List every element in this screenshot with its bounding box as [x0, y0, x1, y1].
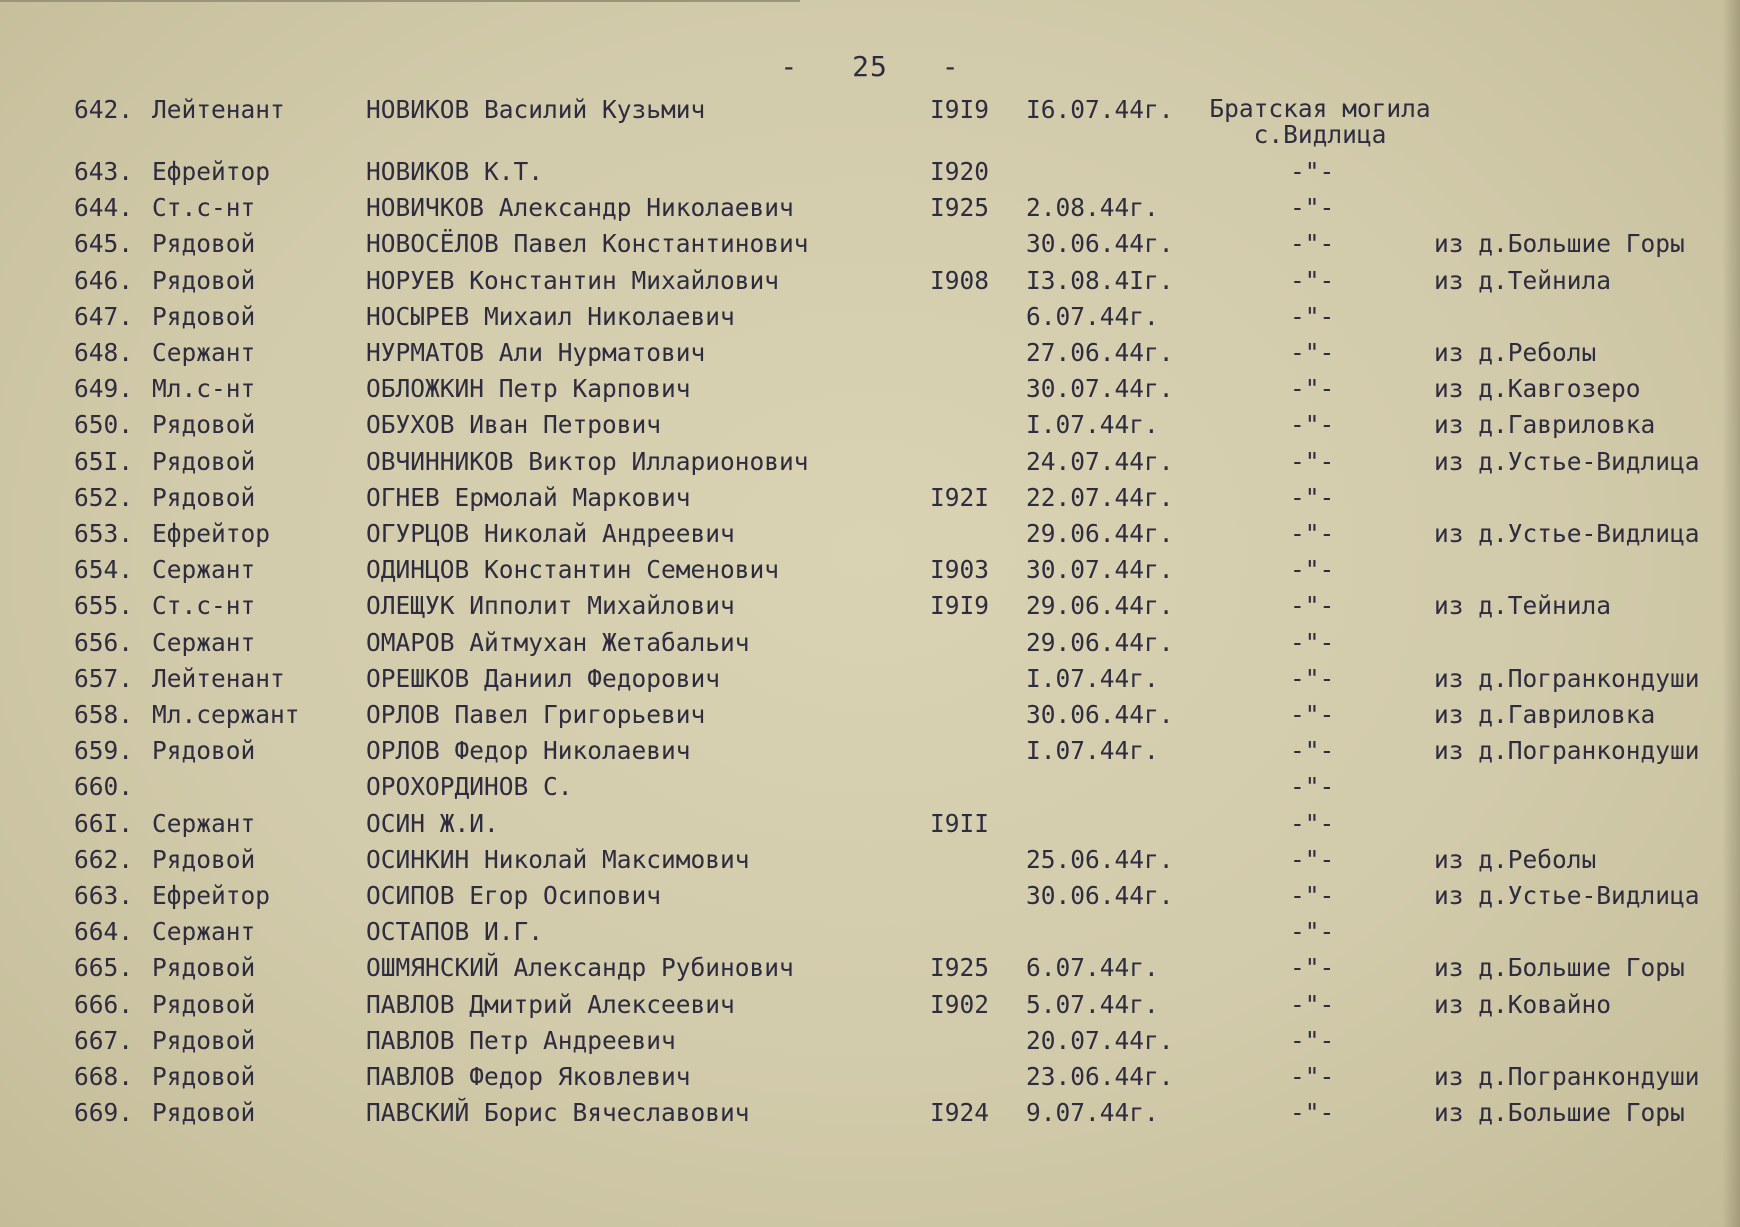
entry-rank: Лейтенант — [152, 95, 285, 124]
entry-number: 643. — [74, 157, 134, 186]
entry-birth-year: I920 — [930, 157, 990, 186]
entry-number: 662. — [74, 845, 134, 874]
entry-number: 663. — [74, 881, 134, 910]
entry-name: НОВОСЁЛОВ Павел Константинович — [366, 229, 809, 258]
entry-origin: из д.Погранкондуши — [1434, 1062, 1700, 1091]
list-entry — [0, 771, 1740, 803]
entry-number: 644. — [74, 193, 134, 222]
entry-name: НОСЫРЕВ Михаил Николаевич — [366, 302, 735, 331]
list-entry — [0, 590, 1740, 622]
entry-origin: из д.Погранкондуши — [1434, 736, 1700, 765]
entry-burial-ditto: -"- — [1290, 338, 1335, 367]
entry-rank: Рядовой — [152, 1098, 256, 1127]
entry-death-date: I6.07.44г. — [1026, 95, 1174, 124]
list-entry — [0, 699, 1740, 731]
entry-rank: Рядовой — [152, 447, 256, 476]
entry-number: 666. — [74, 990, 134, 1019]
entry-death-date: 20.07.44г. — [1026, 1026, 1174, 1055]
entry-origin: из д.Большие Горы — [1434, 1098, 1685, 1127]
entry-death-date: 29.06.44г. — [1026, 519, 1174, 548]
entry-death-date: I.07.44г. — [1026, 410, 1159, 439]
entry-burial-ditto: -"- — [1290, 591, 1335, 620]
entry-death-date: 30.06.44г. — [1026, 700, 1174, 729]
list-entry — [0, 989, 1740, 1021]
entry-birth-year: I925 — [930, 953, 990, 982]
entry-name: ОБЛОЖКИН Петр Карпович — [366, 374, 691, 403]
entry-number: 654. — [74, 555, 134, 584]
entry-number: 664. — [74, 917, 134, 946]
entry-burial-ditto: -"- — [1290, 881, 1335, 910]
entry-number: 668. — [74, 1062, 134, 1091]
entry-rank: Рядовой — [152, 266, 256, 295]
entry-origin: из д.Погранкондуши — [1434, 664, 1700, 693]
entry-name: ОСТАПОВ И.Г. — [366, 917, 544, 946]
page-number-line — [0, 50, 1740, 83]
entry-rank: Рядовой — [152, 845, 256, 874]
entry-name: ПАВСКИЙ Борис Вячеславович — [366, 1098, 750, 1127]
entry-birth-year: I9I9 — [930, 591, 990, 620]
entry-rank: Рядовой — [152, 736, 256, 765]
entry-rank: Ефрейтор — [152, 881, 271, 910]
entry-death-date: 30.07.44г. — [1026, 374, 1174, 403]
list-entry — [0, 663, 1740, 695]
entry-death-date: 22.07.44г. — [1026, 483, 1174, 512]
entry-burial-ditto: -"- — [1290, 1062, 1335, 1091]
entry-origin: из д.Большие Горы — [1434, 953, 1685, 982]
entry-name: ОРЕШКОВ Даниил Федорович — [366, 664, 721, 693]
list-entry — [0, 735, 1740, 767]
burial-place-line2: с.Видлица — [1253, 120, 1387, 149]
entry-birth-year: I902 — [930, 990, 990, 1019]
entry-death-date: 30.06.44г. — [1026, 881, 1174, 910]
entry-burial-ditto: -"- — [1290, 772, 1335, 801]
entry-name: НОВИКОВ К.Т. — [366, 157, 544, 186]
entry-rank: Лейтенант — [152, 664, 285, 693]
entry-burial-ditto: -"- — [1290, 1026, 1335, 1055]
entry-number: 658. — [74, 700, 134, 729]
entry-rank: Мл.сержант — [152, 700, 300, 729]
entry-burial-ditto: -"- — [1290, 736, 1335, 765]
entry-death-date: 23.06.44г. — [1026, 1062, 1174, 1091]
entry-rank: Сержант — [152, 628, 256, 657]
entry-number: 649. — [74, 374, 134, 403]
entry-origin: из д.Кавгозеро — [1434, 374, 1641, 403]
entry-burial-ditto: -"- — [1290, 917, 1335, 946]
entry-number: 667. — [74, 1026, 134, 1055]
entry-death-date: 30.07.44г. — [1026, 555, 1174, 584]
entry-name: ОСИПОВ Егор Осипович — [366, 881, 662, 910]
entry-birth-year: I908 — [930, 266, 990, 295]
entry-name: ОЛЕЩУК Ипполит Михайлович — [366, 591, 735, 620]
entry-name: ПАВЛОВ Федор Яковлевич — [366, 1062, 691, 1091]
entry-origin: из д.Гавриловка — [1434, 410, 1656, 439]
entry-name: ОГНЕВ Ермолай Маркович — [366, 483, 691, 512]
entry-burial-ditto: -"- — [1290, 628, 1335, 657]
entry-name: НУРМАТОВ Али Нурматович — [366, 338, 706, 367]
entry-burial-ditto: -"- — [1290, 302, 1335, 331]
entry-name: ОРЛОВ Павел Григорьевич — [366, 700, 706, 729]
entry-burial-ditto: -"- — [1290, 157, 1335, 186]
entry-number: 646. — [74, 266, 134, 295]
entry-number: 659. — [74, 736, 134, 765]
entry-rank: Сержант — [152, 338, 256, 367]
entry-rank: Рядовой — [152, 990, 256, 1019]
entry-number: 665. — [74, 953, 134, 982]
entry-name: ОСИН Ж.И. — [366, 809, 499, 838]
entry-rank: Мл.с-нт — [152, 374, 256, 403]
list-entry — [0, 808, 1740, 840]
entry-rank: Сержант — [152, 555, 256, 584]
entry-name: ОГУРЦОВ Николай Андреевич — [366, 519, 735, 548]
entry-number: 656. — [74, 628, 134, 657]
entry-burial-ditto: -"- — [1290, 664, 1335, 693]
list-entry — [0, 337, 1740, 369]
entry-name: ОШМЯНСКИЙ Александр Рубинович — [366, 953, 794, 982]
entry-origin: из д.Тейнила — [1434, 591, 1612, 620]
entry-name: НОВИКОВ Василий Кузьмич — [366, 95, 706, 124]
entry-origin: из д.Тейнила — [1434, 266, 1612, 295]
entry-birth-year: I92I — [930, 483, 990, 512]
entry-number: 642. — [74, 95, 134, 124]
entry-burial-ditto: -"- — [1290, 1098, 1335, 1127]
entry-death-date: 29.06.44г. — [1026, 628, 1174, 657]
page-number-dash-right: - — [941, 50, 960, 83]
entry-name: ПАВЛОВ Дмитрий Алексеевич — [366, 990, 735, 1019]
list-entry-header — [0, 94, 1740, 126]
entry-birth-year: I903 — [930, 555, 990, 584]
list-entry — [0, 1061, 1740, 1093]
top-rule — [0, 0, 800, 2]
entry-burial-ditto: -"- — [1290, 374, 1335, 403]
entry-number: 655. — [74, 591, 134, 620]
entry-number: 653. — [74, 519, 134, 548]
entry-rank: Рядовой — [152, 1026, 256, 1055]
entry-origin: из д.Гавриловка — [1434, 700, 1656, 729]
entry-name: НОРУЕВ Константин Михайлович — [366, 266, 780, 295]
page-number: 25 — [852, 50, 888, 83]
entry-burial-ditto: -"- — [1290, 990, 1335, 1019]
entry-burial-ditto: -"- — [1290, 483, 1335, 512]
entry-name: ОМАРОВ Айтмухан Жетабальич — [366, 628, 750, 657]
entry-death-date: 2.08.44г. — [1026, 193, 1159, 222]
entry-burial-ditto: -"- — [1290, 953, 1335, 982]
burial-place-heading — [1200, 96, 1440, 148]
entry-death-date: 27.06.44г. — [1026, 338, 1174, 367]
entry-rank: Рядовой — [152, 953, 256, 982]
entry-death-date: 9.07.44г. — [1026, 1098, 1159, 1127]
entry-number: 647. — [74, 302, 134, 331]
list-entry — [0, 952, 1740, 984]
entry-birth-year: I924 — [930, 1098, 990, 1127]
entry-number: 652. — [74, 483, 134, 512]
entry-rank: Сержант — [152, 809, 256, 838]
entry-number: 669. — [74, 1098, 134, 1127]
entry-number: 657. — [74, 664, 134, 693]
entry-name: ОВЧИННИКОВ Виктор Илларионович — [366, 447, 809, 476]
list-entry — [0, 916, 1740, 948]
list-entry — [0, 156, 1740, 188]
list-entry — [0, 1097, 1740, 1129]
entry-burial-ditto: -"- — [1290, 447, 1335, 476]
entry-origin: из д.Устье-Видлица — [1434, 519, 1700, 548]
page-number-dash-left: - — [780, 50, 799, 83]
entry-burial-ditto: -"- — [1290, 555, 1335, 584]
entry-death-date: 30.06.44г. — [1026, 229, 1174, 258]
entry-origin: из д.Ковайно — [1434, 990, 1612, 1019]
entry-death-date: 29.06.44г. — [1026, 591, 1174, 620]
list-entry — [0, 1025, 1740, 1057]
entry-rank: Рядовой — [152, 302, 256, 331]
entry-death-date: I3.08.4Iг. — [1026, 266, 1174, 295]
entry-death-date: 25.06.44г. — [1026, 845, 1174, 874]
entry-rank: Рядовой — [152, 1062, 256, 1091]
entry-burial-ditto: -"- — [1290, 266, 1335, 295]
entry-rank: Рядовой — [152, 483, 256, 512]
entry-number: 66I. — [74, 809, 134, 838]
entry-origin: из д.Устье-Видлица — [1434, 447, 1700, 476]
entry-name: ОБУХОВ Иван Петрович — [366, 410, 662, 439]
entry-death-date: 6.07.44г. — [1026, 302, 1159, 331]
list-entry — [0, 192, 1740, 224]
entry-birth-year: I925 — [930, 193, 990, 222]
entry-origin: из д.Большие Горы — [1434, 229, 1685, 258]
entry-number: 650. — [74, 410, 134, 439]
list-entry — [0, 518, 1740, 550]
entry-origin: из д.Реболы — [1434, 845, 1597, 874]
entry-birth-year: I9II — [930, 809, 990, 838]
entry-origin: из д.Устье-Видлица — [1434, 881, 1700, 910]
entry-burial-ditto: -"- — [1290, 193, 1335, 222]
entry-death-date: 5.07.44г. — [1026, 990, 1159, 1019]
list-entry — [0, 446, 1740, 478]
entry-number: 645. — [74, 229, 134, 258]
list-entry — [0, 482, 1740, 514]
entry-birth-year: I9I9 — [930, 95, 990, 124]
list-entry — [0, 265, 1740, 297]
entry-death-date: I.07.44г. — [1026, 736, 1159, 765]
entry-number: 65I. — [74, 447, 134, 476]
entry-rank: Рядовой — [152, 229, 256, 258]
entry-name: ОРОХОРДИНОВ С. — [366, 772, 573, 801]
entry-number: 648. — [74, 338, 134, 367]
entry-burial-ditto: -"- — [1290, 519, 1335, 548]
list-entry — [0, 627, 1740, 659]
entry-rank: Ефрейтор — [152, 157, 271, 186]
list-entry — [0, 373, 1740, 405]
entry-number: 660. — [74, 772, 134, 801]
entry-rank: Рядовой — [152, 410, 256, 439]
list-entry — [0, 554, 1740, 586]
entry-burial-ditto: -"- — [1290, 845, 1335, 874]
entry-death-date: I.07.44г. — [1026, 664, 1159, 693]
list-entry — [0, 409, 1740, 441]
list-entry — [0, 880, 1740, 912]
entry-burial-ditto: -"- — [1290, 809, 1335, 838]
entry-name: ОСИНКИН Николай Максимович — [366, 845, 750, 874]
entry-burial-ditto: -"- — [1290, 229, 1335, 258]
entry-rank: Сержант — [152, 917, 256, 946]
entry-name: ОДИНЦОВ Константин Семенович — [366, 555, 780, 584]
entry-rank: Ефрейтор — [152, 519, 271, 548]
entry-name: ОРЛОВ Федор Николаевич — [366, 736, 691, 765]
entry-origin: из д.Реболы — [1434, 338, 1597, 367]
entry-death-date: 6.07.44г. — [1026, 953, 1159, 982]
list-entry — [0, 228, 1740, 260]
entry-death-date: 24.07.44г. — [1026, 447, 1174, 476]
entry-burial-ditto: -"- — [1290, 700, 1335, 729]
list-entry — [0, 844, 1740, 876]
entry-name: ПАВЛОВ Петр Андреевич — [366, 1026, 676, 1055]
entry-burial-ditto: -"- — [1290, 410, 1335, 439]
list-entry — [0, 301, 1740, 333]
entry-rank: Ст.с-нт — [152, 591, 256, 620]
entry-rank: Ст.с-нт — [152, 193, 256, 222]
burial-place-line1: Братская могила — [1209, 94, 1431, 123]
entry-name: НОВИЧКОВ Александр Николаевич — [366, 193, 794, 222]
